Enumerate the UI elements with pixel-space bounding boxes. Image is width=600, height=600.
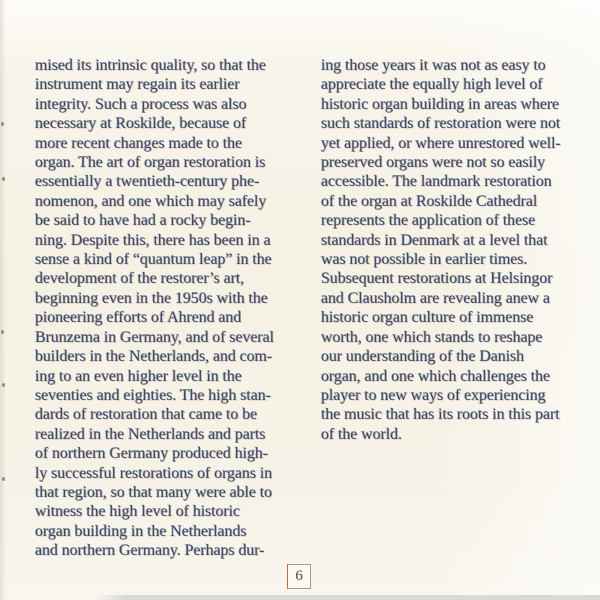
text-line: sense a kind of “quantum leap” in the	[35, 251, 272, 269]
scan-speck	[1, 122, 4, 126]
page-number-box	[287, 564, 311, 589]
text-line: accessible. The landmark restoration	[321, 173, 552, 191]
text-line: historic organ culture of immense	[321, 309, 534, 327]
text-line: preserved organs were not so easily	[321, 154, 546, 172]
text-line: necessary at Roskilde, because of	[35, 115, 247, 133]
text-line: that region, so that many were able to	[35, 483, 273, 501]
text-line: organ. The art of organ restoration is	[35, 154, 266, 172]
text-line: integrity. Such a process was also	[35, 95, 247, 113]
text-line: beginning even in the 1950s with the	[35, 289, 268, 307]
text-line: our understanding of the Danish	[321, 348, 525, 366]
text-line: Brunzema in Germany, and of several	[35, 328, 274, 346]
text-column-left	[35, 56, 305, 561]
text-line: of the world.	[321, 425, 402, 443]
text-line: pioneering efforts of Ahrend and	[35, 309, 242, 327]
text-line: represents the application of these	[321, 212, 536, 230]
scan-speck	[2, 477, 5, 481]
text-line: ning. Despite this, there has been in a	[35, 231, 271, 249]
text-line: of the organ at Roskilde Cathedral	[321, 192, 538, 210]
text-line: and northern Germany. Perhaps dur-	[35, 542, 265, 560]
text-column-right	[321, 56, 585, 444]
text-line: ing those years it was not as easy to	[321, 57, 546, 74]
scan-speck	[2, 383, 5, 387]
text-line: witness the high level of historic	[35, 503, 241, 521]
text-line: such standards of restoration were not	[321, 115, 561, 133]
text-line: the music that has its roots in this part	[321, 406, 560, 424]
text-line: and Clausholm are revealing anew a	[321, 289, 550, 307]
text-line: appreciate the equally high level of	[321, 76, 543, 94]
page-number: 6	[295, 568, 303, 584]
text-line: was not possible in earlier times.	[321, 251, 528, 269]
scan-edge-shadow	[95, 595, 600, 600]
text-line: yet applied, or where unrestored well-	[321, 134, 561, 152]
text-line: realized in the Netherlands and parts	[35, 425, 266, 443]
text-line: player to new ways of experiencing	[321, 386, 546, 404]
text-line: mised its intrinsic quality, so that the	[35, 57, 266, 74]
text-line: essentially a twentieth-century phe-	[35, 173, 260, 191]
text-line: ly successful restorations of organs in	[35, 464, 273, 482]
text-line: of northern Germany produced high-	[35, 445, 268, 463]
text-line: be said to have had a rocky begin-	[35, 212, 251, 230]
text-line: historic organ building in areas where	[321, 95, 560, 113]
text-line: worth, one which stands to reshape	[321, 328, 543, 346]
text-line: standards in Denmark at a level that	[321, 231, 548, 249]
scan-speck	[1, 330, 4, 334]
text-line: instrument may regain its earlier	[35, 76, 240, 94]
text-line: Subsequent restorations at Helsingor	[321, 270, 553, 288]
scan-speck	[2, 177, 5, 181]
text-line: builders in the Netherlands, and com-	[35, 348, 273, 366]
text-line: dards of restoration that came to be	[35, 406, 258, 424]
page-edge-crease	[0, 0, 6, 600]
text-line: seventies and eighties. The high stan-	[35, 386, 271, 404]
text-line: development of the restorer’s art,	[35, 270, 245, 288]
text-line: nomenon, and one which may safely	[35, 192, 267, 210]
text-line: organ, and one which challenges the	[321, 367, 551, 385]
text-line: ing to an even higher level in the	[35, 367, 242, 385]
text-line: more recent changes made to the	[35, 134, 243, 152]
text-line: organ building in the Netherlands	[35, 522, 247, 540]
